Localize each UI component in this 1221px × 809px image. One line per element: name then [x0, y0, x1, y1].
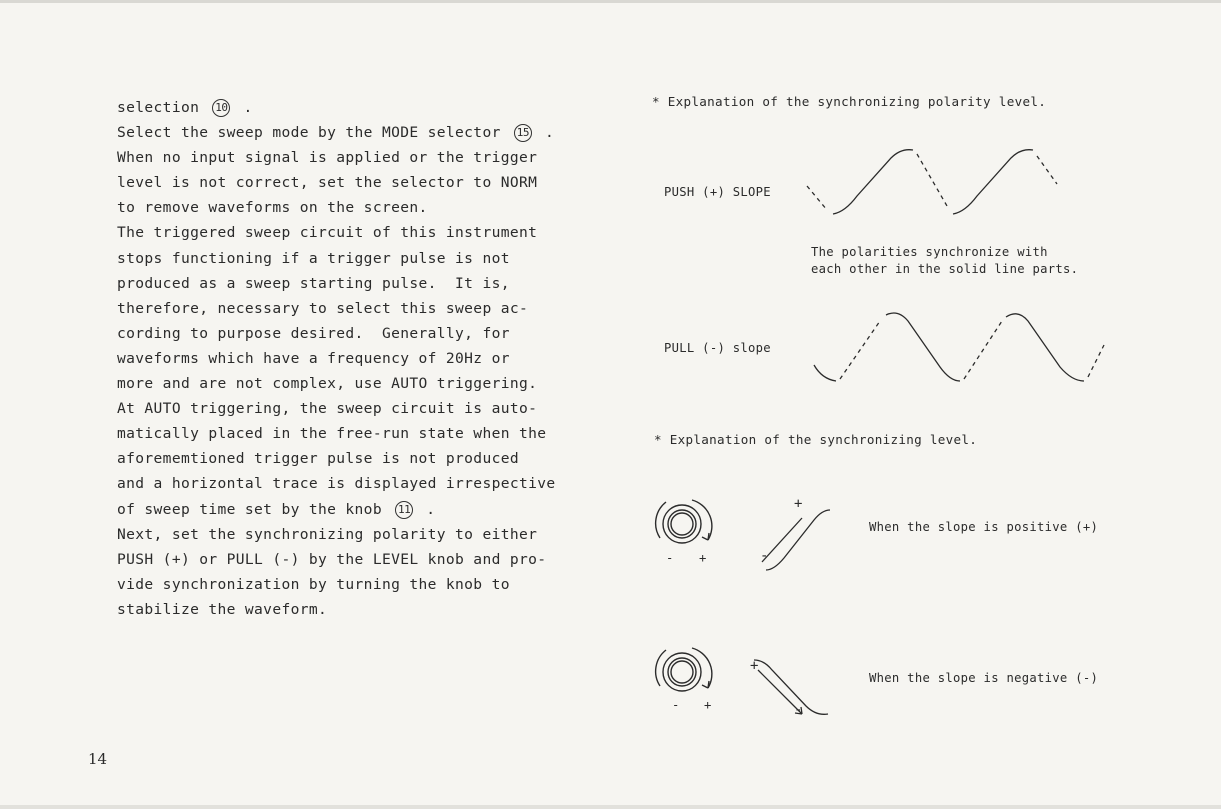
body-text-segment: aforememtioned trigger pulse is not produced [117, 450, 519, 468]
body-text-segment: waveforms which have a frequency of 20Hz or [117, 349, 510, 367]
page-number: 14 [88, 750, 108, 768]
body-text-segment: PUSH (+) or PULL (-) by the LEVEL knob and pro- [117, 550, 547, 568]
push-slope-label: PUSH (+) SLOPE [664, 185, 771, 199]
svg-text:+: + [750, 658, 759, 674]
page-bottom-edge [0, 805, 1221, 809]
positive-slope-caption: When the slope is positive (+) [869, 520, 1099, 534]
body-text-segment: stabilize the waveform. [117, 600, 328, 618]
body-text-segment: selection [117, 99, 209, 116]
body-text-line [117, 246, 617, 271]
body-text-segment: to remove waveforms on the screen. [117, 199, 428, 217]
body-text-line [117, 220, 617, 245]
body-text-line [117, 471, 617, 496]
body-text-line [117, 321, 617, 346]
circled-reference-number: 11 [395, 501, 413, 519]
sync-note-line1: The polarities synchronize with [811, 245, 1048, 259]
knob-positive-icon [652, 498, 722, 568]
body-text-segment: Select the sweep mode by the MODE selector [117, 124, 510, 142]
polarity-heading: * Explanation of the synchronizing polarity level. [652, 94, 1047, 109]
body-text-line [117, 296, 617, 321]
circled-reference-number: 10 [212, 99, 230, 117]
body-text-line [117, 145, 617, 170]
body-text-line [117, 446, 617, 471]
body-text-line [117, 547, 617, 572]
body-text-segment: more and are not complex, use AUTO triggering. [117, 375, 538, 393]
circled-reference-number: 15 [514, 124, 532, 142]
body-text-line [117, 522, 617, 547]
negative-slope-caption: When the slope is negative (-) [869, 671, 1099, 685]
svg-text:+: + [794, 496, 803, 512]
level-heading: * Explanation of the synchronizing level. [654, 432, 978, 447]
body-text-line [117, 597, 617, 622]
body-text-line [117, 195, 617, 220]
knob-plus-label: + [699, 551, 707, 565]
body-text-line [117, 170, 617, 195]
body-text-segment: and a horizontal trace is displayed irrespective [117, 475, 556, 493]
body-text-segment: level is not correct, set the selector to NORM [117, 174, 538, 192]
body-text-segment: therefore, necessary to select this sweep ac- [117, 299, 529, 317]
positive-slope-icon [760, 494, 830, 574]
knob-minus-label-2: - [672, 698, 680, 712]
body-text-segment: . [234, 99, 253, 116]
body-text-column [117, 95, 617, 622]
knob-plus-label-2: + [704, 698, 712, 712]
body-text-segment: of sweep time set by the knob [117, 500, 392, 518]
body-text-line [117, 120, 617, 145]
knob-minus-label: - [666, 551, 674, 565]
push-slope-waveform [805, 140, 1065, 220]
body-text-line [117, 371, 617, 396]
body-text-line [117, 271, 617, 296]
body-text-line [117, 572, 617, 597]
svg-text:-: - [794, 702, 803, 718]
body-text-line [117, 95, 617, 120]
body-text-segment: matically placed in the free-run state when the [117, 425, 547, 443]
body-text-segment: . [417, 500, 436, 518]
sync-note-line2: each other in the solid line parts. [811, 262, 1079, 276]
body-text-segment: The triggered sweep circuit of this instrument [117, 224, 538, 242]
body-text-segment: . [535, 124, 555, 142]
body-text-line [117, 497, 617, 522]
svg-text:-: - [760, 548, 769, 564]
negative-slope-icon [748, 648, 838, 720]
pull-slope-label: PULL (-) slope [664, 341, 771, 355]
page-top-edge [0, 0, 1221, 3]
body-text-segment: At AUTO triggering, the sweep circuit is auto- [117, 400, 538, 418]
body-text-segment: produced as a sweep starting pulse. It is, [117, 274, 510, 292]
body-text-line [117, 421, 617, 446]
body-text-segment: Next, set the synchronizing polarity to either [117, 525, 538, 543]
body-text-line [117, 346, 617, 371]
body-text-segment: When no input signal is applied or the trigger [117, 149, 538, 167]
body-text-segment: stops functioning if a trigger pulse is not [117, 249, 510, 267]
body-text-segment: cording to purpose desired. Generally, for [117, 324, 510, 342]
body-text-line [117, 396, 617, 421]
pull-slope-waveform [810, 305, 1110, 390]
body-text-segment: vide synchronization by turning the knob to [117, 575, 510, 593]
